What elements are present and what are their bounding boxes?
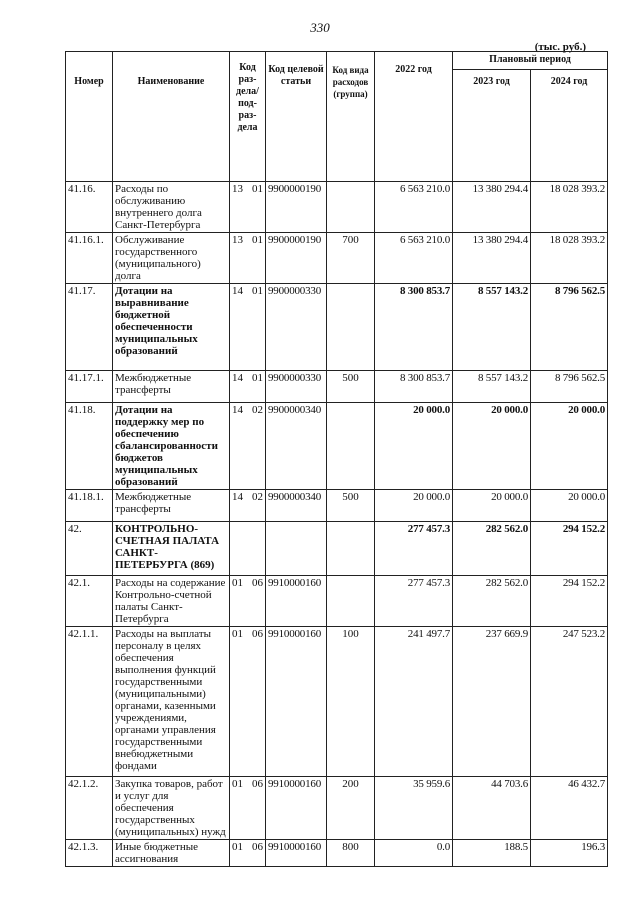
row-name: Дотации на выравнивание бюджетной обеспеченности муниципальных образований [113, 284, 230, 371]
row-amount-2024: 46 432.7 [531, 777, 608, 840]
row-section: 13 [232, 183, 243, 195]
header-target-code: Код целевой статьи [266, 52, 327, 182]
row-amount-2022: 0.0 [375, 840, 453, 867]
row-expense-code [327, 576, 375, 627]
row-target-code: 9910000160 [266, 777, 327, 840]
row-number: 42. [66, 522, 113, 576]
header-expense-code: Код вида расходов (группа) [327, 52, 375, 182]
table-row [66, 182, 608, 233]
row-section-code [230, 840, 266, 867]
row-amount-2022: 6 563 210.0 [375, 233, 453, 284]
row-target-code: 9910000160 [266, 840, 327, 867]
row-target-code: 9900000190 [266, 182, 327, 233]
row-expense-code: 200 [327, 777, 375, 840]
row-expense-code: 800 [327, 840, 375, 867]
header-planned-period: Плановый период [453, 52, 608, 70]
row-target-code: 9900000190 [266, 233, 327, 284]
row-subsection: 06 [252, 577, 263, 589]
table-row [66, 284, 608, 371]
row-subsection: 02 [252, 491, 263, 503]
table-row [66, 576, 608, 627]
row-number: 41.17.1. [66, 371, 113, 403]
row-amount-2023: 237 669.9 [453, 627, 531, 777]
row-amount-2023: 8 557 143.2 [453, 371, 531, 403]
row-name: Межбюджетные трансферты [113, 490, 230, 522]
row-section-code [230, 182, 266, 233]
row-amount-2023: 20 000.0 [453, 403, 531, 490]
row-name: Расходы на содержание Контрольно-счетной палаты Санкт-Петербурга [113, 576, 230, 627]
row-subsection: 06 [252, 841, 263, 853]
row-section-code [230, 284, 266, 371]
row-subsection: 02 [252, 404, 263, 416]
page-number: 330 [310, 20, 330, 35]
row-amount-2024: 18 028 393.2 [531, 182, 608, 233]
row-number: 42.1.1. [66, 627, 113, 777]
row-amount-2022: 20 000.0 [375, 490, 453, 522]
row-amount-2024: 8 796 562.5 [531, 284, 608, 371]
row-section: 01 [232, 778, 243, 790]
header-number: Номер [66, 52, 113, 182]
row-section-code [230, 627, 266, 777]
row-section: 01 [232, 841, 243, 853]
row-number: 41.16. [66, 182, 113, 233]
row-expense-code: 500 [327, 371, 375, 403]
row-amount-2024: 20 000.0 [531, 403, 608, 490]
row-subsection: 06 [252, 778, 263, 790]
row-amount-2023: 20 000.0 [453, 490, 531, 522]
table-row [66, 777, 608, 840]
row-amount-2023: 13 380 294.4 [453, 182, 531, 233]
row-number: 42.1.3. [66, 840, 113, 867]
row-target-code: 9900000330 [266, 284, 327, 371]
row-section-code [230, 490, 266, 522]
row-subsection: 01 [252, 285, 263, 297]
row-name: Расходы по обслуживанию внутреннего долга Санкт-Петербурга [113, 182, 230, 233]
row-name: КОНТРОЛЬНО-СЧЕТНАЯ ПАЛАТА САНКТ-ПЕТЕРБУРГА (869) [113, 522, 230, 576]
row-amount-2023: 188.5 [453, 840, 531, 867]
row-name: Расходы на выплаты персоналу в целях обеспечения выполнения функций государственными (муниципальными) органами, казенными учреждениями, органами управления государственными внебюджетными фондами [113, 627, 230, 777]
row-amount-2022: 277 457.3 [375, 576, 453, 627]
table-row [66, 627, 608, 777]
row-section: 14 [232, 372, 243, 384]
header-name: Наименование [113, 52, 230, 182]
row-section: 01 [232, 577, 243, 589]
row-amount-2024: 294 152.2 [531, 522, 608, 576]
row-name: Иные бюджетные ассигнования [113, 840, 230, 867]
row-amount-2022: 6 563 210.0 [375, 182, 453, 233]
units-label: (тыс. руб.) [534, 41, 586, 53]
row-amount-2023: 44 703.6 [453, 777, 531, 840]
table-row [66, 233, 608, 284]
row-target-code: 9900000340 [266, 403, 327, 490]
header-2022: 2022 год [375, 52, 453, 182]
row-number: 41.18.1. [66, 490, 113, 522]
row-section: 01 [232, 628, 243, 640]
header-section-code: Код раз-дела/ под-раз-дела [230, 52, 266, 182]
row-section-code [230, 233, 266, 284]
row-amount-2023: 282 562.0 [453, 576, 531, 627]
row-expense-code: 700 [327, 233, 375, 284]
row-expense-code [327, 403, 375, 490]
row-expense-code [327, 522, 375, 576]
row-expense-code: 500 [327, 490, 375, 522]
row-number: 42.1. [66, 576, 113, 627]
row-section-code [230, 777, 266, 840]
row-amount-2023: 282 562.0 [453, 522, 531, 576]
row-name: Дотации на поддержку мер по обеспечению сбалансированности бюджетов муниципальных образований [113, 403, 230, 490]
row-number: 41.17. [66, 284, 113, 371]
row-target-code [266, 522, 327, 576]
row-amount-2024: 20 000.0 [531, 490, 608, 522]
row-section: 14 [232, 491, 243, 503]
header-2024: 2024 год [531, 70, 608, 182]
row-amount-2022: 35 959.6 [375, 777, 453, 840]
row-amount-2024: 247 523.2 [531, 627, 608, 777]
row-section-code [230, 522, 266, 576]
row-subsection: 06 [252, 628, 263, 640]
row-number: 41.16.1. [66, 233, 113, 284]
row-amount-2022: 8 300 853.7 [375, 371, 453, 403]
budget-table [65, 51, 608, 867]
row-amount-2024: 8 796 562.5 [531, 371, 608, 403]
row-target-code: 9900000330 [266, 371, 327, 403]
row-section: 13 [232, 234, 243, 246]
row-subsection: 01 [252, 234, 263, 246]
row-amount-2023: 8 557 143.2 [453, 284, 531, 371]
table-row [66, 490, 608, 522]
row-name: Закупка товаров, работ и услуг для обеспечения государственных (муниципальных) нужд [113, 777, 230, 840]
row-section: 14 [232, 404, 243, 416]
row-amount-2022: 8 300 853.7 [375, 284, 453, 371]
row-expense-code [327, 182, 375, 233]
row-amount-2024: 196.3 [531, 840, 608, 867]
table-row [66, 840, 608, 867]
table-row [66, 371, 608, 403]
row-target-code: 9900000340 [266, 490, 327, 522]
table-row [66, 522, 608, 576]
row-section-code [230, 371, 266, 403]
table-row [66, 403, 608, 490]
row-amount-2024: 294 152.2 [531, 576, 608, 627]
row-amount-2022: 241 497.7 [375, 627, 453, 777]
row-section-code [230, 576, 266, 627]
row-expense-code [327, 284, 375, 371]
row-name: Обслуживание государственного (муниципального) долга [113, 233, 230, 284]
row-subsection: 01 [252, 372, 263, 384]
row-target-code: 9910000160 [266, 627, 327, 777]
row-amount-2023: 13 380 294.4 [453, 233, 531, 284]
row-section: 14 [232, 285, 243, 297]
row-section-code [230, 403, 266, 490]
row-name: Межбюджетные трансферты [113, 371, 230, 403]
row-amount-2022: 20 000.0 [375, 403, 453, 490]
row-target-code: 9910000160 [266, 576, 327, 627]
row-subsection: 01 [252, 183, 263, 195]
row-number: 42.1.2. [66, 777, 113, 840]
row-number: 41.18. [66, 403, 113, 490]
row-amount-2024: 18 028 393.2 [531, 233, 608, 284]
header-2023: 2023 год [453, 70, 531, 182]
row-expense-code: 100 [327, 627, 375, 777]
row-amount-2022: 277 457.3 [375, 522, 453, 576]
